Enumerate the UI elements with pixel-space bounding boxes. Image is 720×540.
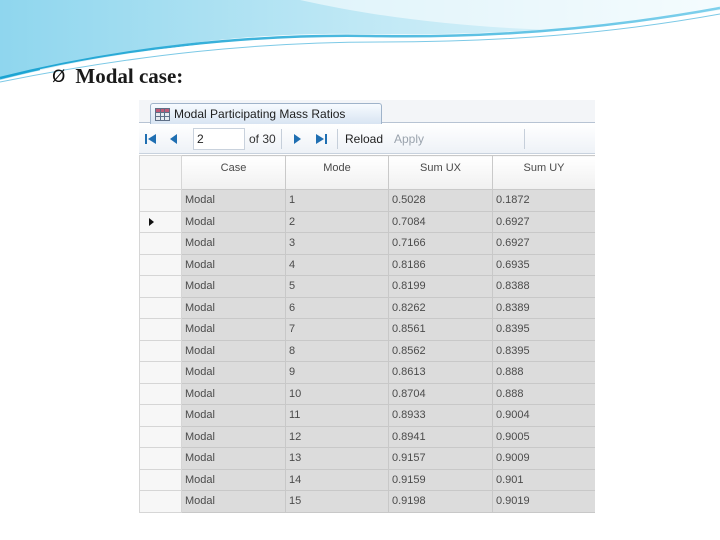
row-selector[interactable] (140, 340, 182, 362)
page-total-label: of 30 (249, 132, 276, 146)
row-selector[interactable] (140, 276, 182, 298)
cell-sum-ux[interactable]: 0.8613 (389, 362, 493, 384)
cell-sum-ux[interactable]: 0.8561 (389, 319, 493, 341)
row-selector[interactable] (140, 254, 182, 276)
table-row[interactable] (140, 426, 596, 448)
cell-case[interactable]: Modal (182, 405, 286, 427)
pagination-toolbar (139, 124, 595, 154)
row-selector[interactable] (140, 319, 182, 341)
row-selector[interactable] (140, 405, 182, 427)
cell-case[interactable]: Modal (182, 297, 286, 319)
table-row[interactable] (140, 491, 596, 513)
row-selector[interactable] (140, 211, 182, 233)
tab-label: Modal Participating Mass Ratios (174, 107, 346, 121)
cell-mode[interactable]: 7 (286, 319, 389, 341)
page-number-input[interactable] (193, 128, 245, 150)
cell-sum-ux[interactable]: 0.7166 (389, 233, 493, 255)
cell-mode[interactable]: 12 (286, 426, 389, 448)
cell-case[interactable]: Modal (182, 254, 286, 276)
next-page-icon[interactable] (289, 131, 305, 147)
embedded-screenshot (139, 100, 595, 514)
cell-sum-uy[interactable]: 0.1872 (493, 190, 596, 212)
table-row[interactable] (140, 362, 596, 384)
toolbar-separator (524, 129, 525, 149)
cell-sum-uy[interactable]: 0.888 (493, 383, 596, 405)
row-selector[interactable] (140, 297, 182, 319)
cell-sum-uy[interactable]: 0.9005 (493, 426, 596, 448)
cell-sum-ux[interactable]: 0.8199 (389, 276, 493, 298)
cell-case[interactable]: Modal (182, 448, 286, 470)
table-row[interactable] (140, 211, 596, 233)
slide-title: Modal case: (75, 64, 184, 88)
cell-sum-uy[interactable]: 0.8395 (493, 319, 596, 341)
column-header-case[interactable]: Case (182, 156, 286, 190)
cell-mode[interactable]: 15 (286, 491, 389, 513)
first-page-icon[interactable] (143, 131, 159, 147)
cell-sum-uy[interactable]: 0.9019 (493, 491, 596, 513)
cell-sum-uy[interactable]: 0.888 (493, 362, 596, 384)
reload-button[interactable]: Reload (345, 132, 384, 146)
cell-case[interactable]: Modal (182, 491, 286, 513)
cell-sum-uy[interactable]: 0.9009 (493, 448, 596, 470)
table-row[interactable] (140, 254, 596, 276)
row-selector[interactable] (140, 491, 182, 513)
cell-mode[interactable]: 2 (286, 211, 389, 233)
cell-case[interactable]: Modal (182, 426, 286, 448)
tab-strip (139, 100, 595, 123)
toolbar-separator (281, 129, 282, 149)
slide-bullet (52, 64, 183, 89)
cell-mode[interactable]: 13 (286, 448, 389, 470)
table-header-row (140, 156, 596, 190)
row-header-corner[interactable] (140, 156, 182, 190)
cell-sum-ux[interactable]: 0.5028 (389, 190, 493, 212)
bullet-arrow-icon: Ø (52, 66, 66, 87)
cell-mode[interactable]: 1 (286, 190, 389, 212)
cell-sum-ux[interactable]: 0.9198 (389, 491, 493, 513)
cell-mode[interactable]: 8 (286, 340, 389, 362)
row-selector[interactable] (140, 469, 182, 491)
row-selector[interactable] (140, 448, 182, 470)
cell-mode[interactable]: 4 (286, 254, 389, 276)
column-header-mode[interactable]: Mode (286, 156, 389, 190)
table-row[interactable] (140, 319, 596, 341)
column-header-sum-uy[interactable]: Sum UY (493, 156, 596, 190)
cell-case[interactable]: Modal (182, 190, 286, 212)
cell-sum-uy[interactable]: 0.6927 (493, 211, 596, 233)
cell-case[interactable]: Modal (182, 340, 286, 362)
cell-sum-uy[interactable]: 0.8388 (493, 276, 596, 298)
cell-case[interactable]: Modal (182, 319, 286, 341)
cell-mode[interactable]: 6 (286, 297, 389, 319)
cell-case[interactable]: Modal (182, 211, 286, 233)
table-row[interactable] (140, 383, 596, 405)
cell-mode[interactable]: 14 (286, 469, 389, 491)
cell-sum-ux[interactable]: 0.9159 (389, 469, 493, 491)
table-row[interactable] (140, 190, 596, 212)
cell-sum-ux[interactable]: 0.8941 (389, 426, 493, 448)
cell-sum-ux[interactable]: 0.8562 (389, 340, 493, 362)
column-header-sum-ux[interactable]: Sum UX (389, 156, 493, 190)
cell-case[interactable]: Modal (182, 469, 286, 491)
table-row[interactable] (140, 340, 596, 362)
cell-mode[interactable]: 3 (286, 233, 389, 255)
row-selector[interactable] (140, 426, 182, 448)
current-row-pointer-icon (149, 218, 154, 226)
cell-sum-uy[interactable]: 0.8389 (493, 297, 596, 319)
cell-sum-ux[interactable]: 0.8933 (389, 405, 493, 427)
table-row[interactable] (140, 405, 596, 427)
cell-case[interactable]: Modal (182, 276, 286, 298)
cell-case[interactable]: Modal (182, 362, 286, 384)
cell-sum-ux[interactable]: 0.7084 (389, 211, 493, 233)
cell-mode[interactable]: 9 (286, 362, 389, 384)
last-page-icon[interactable] (313, 131, 329, 147)
cell-sum-uy[interactable]: 0.8395 (493, 340, 596, 362)
cell-sum-ux[interactable]: 0.8186 (389, 254, 493, 276)
cell-mode[interactable]: 5 (286, 276, 389, 298)
row-selector[interactable] (140, 383, 182, 405)
mass-ratio-table (139, 155, 595, 513)
table-row[interactable] (140, 276, 596, 298)
cell-sum-ux[interactable]: 0.8704 (389, 383, 493, 405)
row-selector[interactable] (140, 362, 182, 384)
table-icon (155, 108, 170, 121)
cell-sum-uy[interactable]: 0.6927 (493, 233, 596, 255)
cell-mode[interactable]: 10 (286, 383, 389, 405)
table-row[interactable] (140, 233, 596, 255)
cell-sum-uy[interactable]: 0.9004 (493, 405, 596, 427)
row-selector[interactable] (140, 190, 182, 212)
tab-modal-participating-mass-ratios[interactable] (150, 103, 382, 124)
cell-sum-ux[interactable]: 0.8262 (389, 297, 493, 319)
table-row[interactable] (140, 448, 596, 470)
row-selector[interactable] (140, 233, 182, 255)
cell-case[interactable]: Modal (182, 233, 286, 255)
apply-button[interactable]: Apply (394, 132, 425, 146)
table-row[interactable] (140, 469, 596, 491)
cell-sum-uy[interactable]: 0.6935 (493, 254, 596, 276)
cell-sum-uy[interactable]: 0.901 (493, 469, 596, 491)
cell-sum-ux[interactable]: 0.9157 (389, 448, 493, 470)
cell-case[interactable]: Modal (182, 383, 286, 405)
table-row[interactable] (140, 297, 596, 319)
previous-page-icon[interactable] (166, 131, 182, 147)
table-body (140, 190, 596, 513)
toolbar-separator (337, 129, 338, 149)
cell-mode[interactable]: 11 (286, 405, 389, 427)
